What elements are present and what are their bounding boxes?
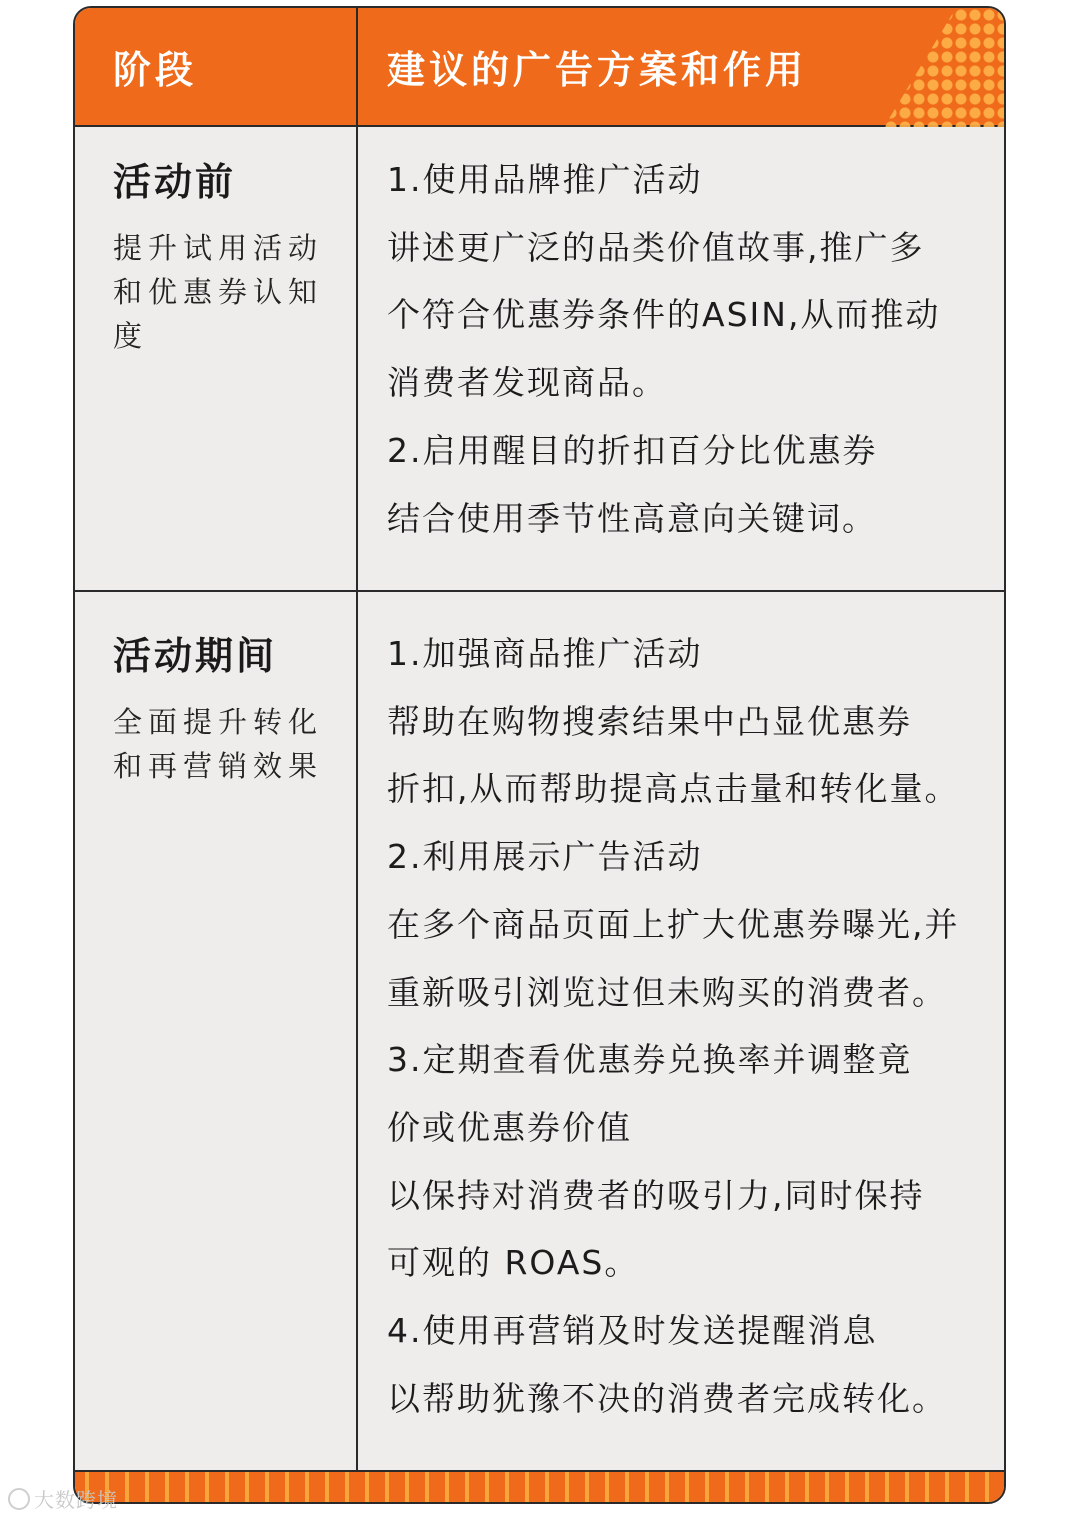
row-divider (75, 590, 1004, 592)
header-pattern (884, 8, 1004, 127)
strategy-table (73, 6, 1006, 1504)
plan-line: 以保持对消费者的吸引力,同时保持 (387, 1175, 925, 1215)
plan-line: 折扣,从而帮助提高点击量和转化量。 (387, 769, 960, 809)
plan-line: 在多个商品页面上扩大优惠券曝光,并 (387, 904, 960, 944)
plan-line: 3.定期查看优惠券兑换率并调整竟 (387, 1040, 913, 1080)
plan-line: 1.加强商品推广活动 (387, 634, 703, 673)
row-2-stage (113, 632, 333, 788)
plan-line: 帮助在购物搜索结果中凸显优惠券 (387, 701, 912, 741)
column-divider (356, 8, 358, 1472)
stage-name: 活动前 (113, 160, 237, 204)
stage-goal (113, 226, 333, 358)
table-header (75, 8, 1004, 127)
header-plan: 建议的广告方案和作用 (387, 48, 808, 92)
plan-line: 2.启用醒目的折扣百分比优惠券 (387, 430, 878, 470)
stage-goal (113, 700, 333, 788)
plan-line: 以帮助犹豫不决的消费者完成转化。 (387, 1378, 947, 1418)
watermark (8, 1484, 118, 1513)
plan-line: 讲述更广泛的品类价值故事,推广多 (387, 227, 925, 267)
plan-line: 结合使用季节性高意向关键词。 (387, 498, 877, 538)
goal-line: 提升试用活动 (113, 231, 324, 265)
watermark-text: 大数跨境 (34, 1488, 118, 1512)
goal-line: 和优惠券认知 (113, 275, 324, 309)
plan-line: 4.使用再营销及时发送提醒消息 (387, 1311, 878, 1351)
stage-name: 活动期间 (113, 634, 278, 678)
goal-line: 和再营销效果 (113, 749, 324, 783)
plan-line: 2.利用展示广告活动 (387, 837, 703, 877)
row-1-stage (113, 158, 333, 358)
plan-line: 价或优惠券价值 (387, 1107, 632, 1147)
watermark-logo-icon (8, 1488, 30, 1510)
header-stage: 阶段 (113, 48, 198, 92)
goal-line: 全面提升转化 (113, 705, 324, 739)
plan-line: 重新吸引浏览过但未购买的消费者。 (387, 972, 947, 1012)
goal-line: 度 (113, 319, 149, 353)
plan-line: 个符合优惠券条件的ASIN,从而推动 (387, 295, 941, 335)
plan-line: 1.使用品牌推广活动 (387, 160, 703, 199)
plan-line: 消费者发现商品。 (387, 363, 667, 403)
plan-line: 可观的 ROAS。 (387, 1243, 640, 1283)
row-1-plan (387, 146, 987, 552)
footer-band (75, 1470, 1004, 1502)
row-2-plan (387, 620, 987, 1432)
